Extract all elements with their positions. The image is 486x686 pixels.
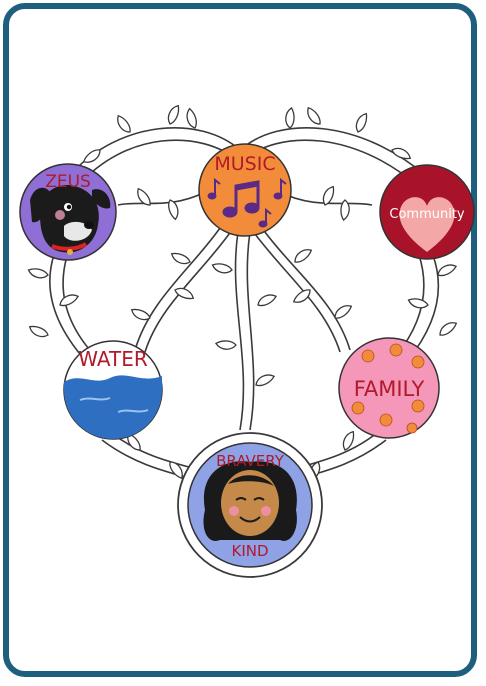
label-community: Community: [389, 207, 465, 222]
label-zeus: ZEUS: [45, 172, 91, 192]
circle-family: [339, 338, 439, 438]
circle-water: [64, 341, 162, 439]
label-kind: KIND: [231, 542, 269, 560]
label-music: MUSIC: [214, 153, 276, 175]
label-water: WATER: [78, 347, 148, 371]
water-waves-icon: [64, 375, 162, 439]
label-bravery: BRAVERY: [216, 452, 284, 470]
face-icon: [203, 461, 296, 541]
circle-music: [199, 144, 291, 236]
circle-bravery: [188, 443, 312, 567]
label-family: FAMILY: [353, 377, 425, 401]
circle-zeus: [20, 164, 116, 260]
circle-community: [380, 165, 474, 259]
